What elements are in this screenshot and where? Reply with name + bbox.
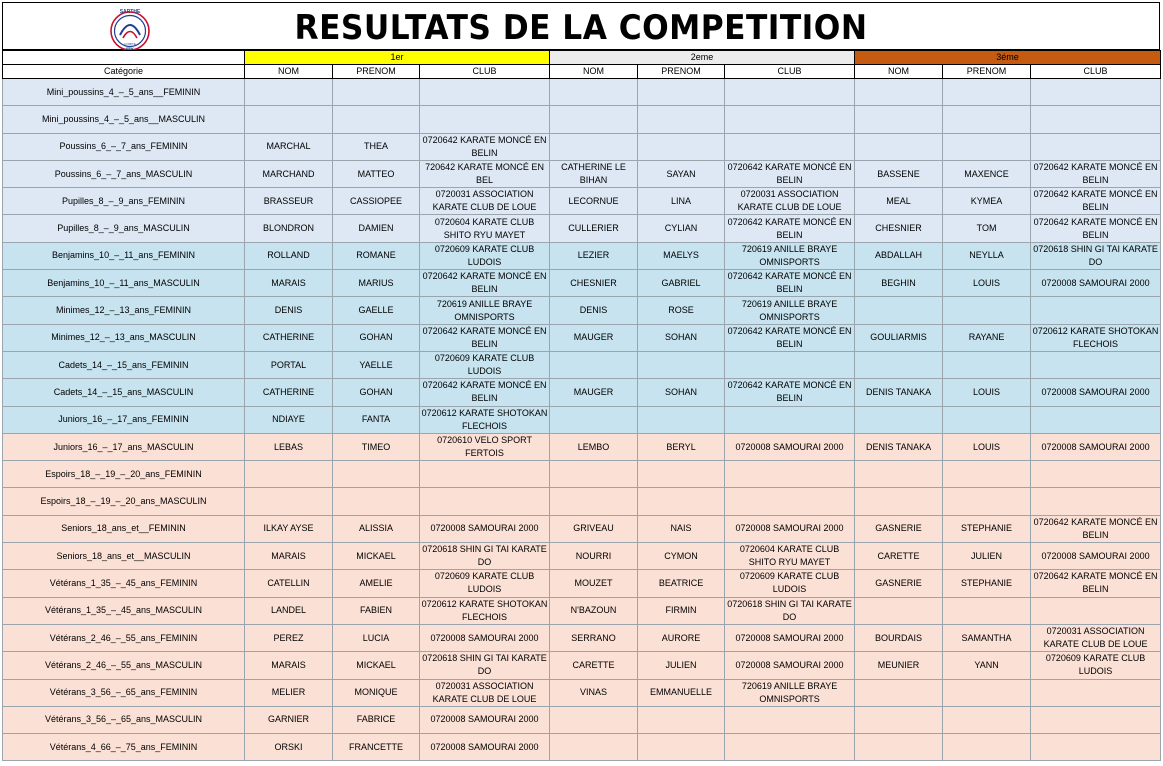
p1-club-cell: 0720609 KARATE CLUB LUDOIS	[420, 242, 550, 269]
category-cell: Vétérans_1_35_–_45_ans_FEMININ	[3, 570, 245, 597]
column-header-nom: NOM	[855, 65, 943, 79]
p1-club-cell: 0720609 KARATE CLUB LUDOIS	[420, 351, 550, 378]
p1-club-cell	[420, 461, 550, 488]
p2-nom-cell	[550, 734, 638, 761]
p2-prenom-cell: GABRIEL	[638, 270, 725, 297]
p2-club-cell: 0720008 SAMOURAI 2000	[725, 433, 855, 460]
p2-club-cell: 0720008 SAMOURAI 2000	[725, 515, 855, 542]
p1-nom-cell	[245, 106, 333, 133]
p1-nom-cell	[245, 461, 333, 488]
p1-club-cell: 0720008 SAMOURAI 2000	[420, 734, 550, 761]
p1-nom-cell: PORTAL	[245, 351, 333, 378]
p3-prenom-cell: SAMANTHA	[943, 624, 1031, 651]
p3-nom-cell	[855, 351, 943, 378]
p2-prenom-cell: AURORE	[638, 624, 725, 651]
p1-nom-cell: GARNIER	[245, 706, 333, 733]
p2-club-cell: 0720642 KARATE MONCÉ EN BELIN	[725, 324, 855, 351]
p3-prenom-cell: LOUIS	[943, 379, 1031, 406]
p3-nom-cell: MEUNIER	[855, 652, 943, 679]
p1-nom-cell: BLONDRON	[245, 215, 333, 242]
p2-nom-cell: MOUZET	[550, 570, 638, 597]
category-cell: Minimes_12_–_13_ans_MASCULIN	[3, 324, 245, 351]
table-row	[3, 188, 1161, 215]
p2-club-cell: 720619 ANILLE BRAYE OMNISPORTS	[725, 679, 855, 706]
p1-club-cell: 0720618 SHIN GI TAI KARATE DO	[420, 543, 550, 570]
p1-prenom-cell: FABIEN	[333, 597, 420, 624]
p3-prenom-cell: MAXENCE	[943, 160, 1031, 187]
p2-club-cell	[725, 461, 855, 488]
p2-club-cell	[725, 133, 855, 160]
p3-nom-cell: GASNERIE	[855, 515, 943, 542]
p3-club-cell	[1031, 297, 1161, 324]
p2-nom-cell: CULLERIER	[550, 215, 638, 242]
p2-prenom-cell	[638, 406, 725, 433]
p3-club-cell	[1031, 706, 1161, 733]
table-row	[3, 242, 1161, 269]
p3-club-cell	[1031, 734, 1161, 761]
category-cell: Minimes_12_–_13_ans_FEMININ	[3, 297, 245, 324]
table-row	[3, 624, 1161, 651]
p1-nom-cell: ROLLAND	[245, 242, 333, 269]
column-header-prenom: PRENOM	[333, 65, 420, 79]
p1-nom-cell: MARAIS	[245, 543, 333, 570]
p1-prenom-cell	[333, 488, 420, 515]
p3-prenom-cell	[943, 79, 1031, 106]
p1-nom-cell: ORSKI	[245, 734, 333, 761]
p3-nom-cell: ABDALLAH	[855, 242, 943, 269]
column-header-nom: NOM	[550, 65, 638, 79]
p2-prenom-cell	[638, 706, 725, 733]
p2-nom-cell: LEZIER	[550, 242, 638, 269]
p3-club-cell: 0720609 KARATE CLUB LUDOIS	[1031, 652, 1161, 679]
category-cell: Cadets_14_–_15_ans_MASCULIN	[3, 379, 245, 406]
p3-prenom-cell: JULIEN	[943, 543, 1031, 570]
p2-nom-cell: MAUGER	[550, 379, 638, 406]
p3-club-cell: 0720642 KARATE MONCÉ EN BELIN	[1031, 188, 1161, 215]
p2-club-cell: 0720008 SAMOURAI 2000	[725, 652, 855, 679]
p1-club-cell: 720619 ANILLE BRAYE OMNISPORTS	[420, 297, 550, 324]
rank-first-header: 1er	[245, 51, 550, 65]
table-row	[3, 433, 1161, 460]
table-row	[3, 379, 1161, 406]
p1-nom-cell: MARCHAND	[245, 160, 333, 187]
p3-club-cell: 0720642 KARATE MONCÉ EN BELIN	[1031, 215, 1161, 242]
p2-prenom-cell	[638, 461, 725, 488]
p2-nom-cell: CARETTE	[550, 652, 638, 679]
p2-club-cell: 0720031 ASSOCIATION KARATE CLUB DE LOUE	[725, 188, 855, 215]
p3-club-cell	[1031, 79, 1161, 106]
p3-prenom-cell: LOUIS	[943, 270, 1031, 297]
p1-prenom-cell: ALISSIA	[333, 515, 420, 542]
p1-club-cell: 0720642 KARATE MONCÉ EN BELIN	[420, 324, 550, 351]
category-cell: Benjamins_10_–_11_ans_FEMININ	[3, 242, 245, 269]
p3-prenom-cell: STEPHANIE	[943, 570, 1031, 597]
p1-prenom-cell: THEA	[333, 133, 420, 160]
rank-third-header: 3éme	[855, 51, 1161, 65]
p2-nom-cell: N'BAZOUN	[550, 597, 638, 624]
p3-nom-cell	[855, 734, 943, 761]
p3-prenom-cell: STEPHANIE	[943, 515, 1031, 542]
p1-prenom-cell: AMELIE	[333, 570, 420, 597]
p2-nom-cell	[550, 461, 638, 488]
p2-club-cell	[725, 106, 855, 133]
rank-blank-cell	[3, 51, 245, 65]
p2-club-cell: 0720609 KARATE CLUB LUDOIS	[725, 570, 855, 597]
p1-club-cell: 0720642 KARATE MONCÉ EN BELIN	[420, 133, 550, 160]
p3-prenom-cell: LOUIS	[943, 433, 1031, 460]
p3-club-cell	[1031, 597, 1161, 624]
p3-prenom-cell	[943, 597, 1031, 624]
category-cell: Mini_poussins_4_–_5_ans__FEMININ	[3, 79, 245, 106]
category-cell: Vétérans_3_56_–_65_ans_MASCULIN	[3, 706, 245, 733]
p1-nom-cell: CATELLIN	[245, 570, 333, 597]
p1-club-cell: 0720612 KARATE SHOTOKAN FLECHOIS	[420, 597, 550, 624]
p3-nom-cell	[855, 461, 943, 488]
table-row	[3, 488, 1161, 515]
column-header-club: CLUB	[420, 65, 550, 79]
p3-nom-cell	[855, 597, 943, 624]
p1-club-cell: 0720008 SAMOURAI 2000	[420, 706, 550, 733]
svg-text:COMITE: COMITE	[124, 42, 136, 46]
p1-nom-cell: LEBAS	[245, 433, 333, 460]
p1-prenom-cell: MATTEO	[333, 160, 420, 187]
p1-club-cell: 0720642 KARATE MONCÉ EN BELIN	[420, 270, 550, 297]
table-row	[3, 543, 1161, 570]
p2-nom-cell: LEMBO	[550, 433, 638, 460]
svg-text:FFK: FFK	[126, 46, 134, 51]
p1-prenom-cell: FRANCETTE	[333, 734, 420, 761]
category-cell: Espoirs_18_–_19_–_20_ans_MASCULIN	[3, 488, 245, 515]
p1-nom-cell: LANDEL	[245, 597, 333, 624]
table-row	[3, 570, 1161, 597]
p2-prenom-cell: SOHAN	[638, 379, 725, 406]
p1-prenom-cell: FABRICE	[333, 706, 420, 733]
p3-club-cell: 0720031 ASSOCIATION KARATE CLUB DE LOUE	[1031, 624, 1161, 651]
p2-prenom-cell: SOHAN	[638, 324, 725, 351]
p2-nom-cell: DENIS	[550, 297, 638, 324]
p2-prenom-cell: EMMANUELLE	[638, 679, 725, 706]
category-cell: Poussins_6_–_7_ans_FEMININ	[3, 133, 245, 160]
p2-nom-cell: GRIVEAU	[550, 515, 638, 542]
p2-club-cell: 0720642 KARATE MONCÉ EN BELIN	[725, 160, 855, 187]
p1-prenom-cell	[333, 106, 420, 133]
category-cell: Vétérans_2_46_–_55_ans_FEMININ	[3, 624, 245, 651]
p3-club-cell	[1031, 679, 1161, 706]
p2-club-cell: 0720642 KARATE MONCÉ EN BELIN	[725, 270, 855, 297]
table-row	[3, 351, 1161, 378]
p1-prenom-cell: TIMEO	[333, 433, 420, 460]
p3-prenom-cell: KYMEA	[943, 188, 1031, 215]
p3-nom-cell: BEGHIN	[855, 270, 943, 297]
p2-prenom-cell: SAYAN	[638, 160, 725, 187]
results-body	[3, 79, 1161, 761]
p1-club-cell: 0720609 KARATE CLUB LUDOIS	[420, 570, 550, 597]
p2-prenom-cell: JULIEN	[638, 652, 725, 679]
p2-club-cell	[725, 734, 855, 761]
p3-prenom-cell: YANN	[943, 652, 1031, 679]
p1-nom-cell: NDIAYE	[245, 406, 333, 433]
p2-nom-cell: NOURRI	[550, 543, 638, 570]
table-row	[3, 270, 1161, 297]
p1-prenom-cell: DAMIEN	[333, 215, 420, 242]
p2-nom-cell	[550, 488, 638, 515]
p1-prenom-cell: GOHAN	[333, 324, 420, 351]
p2-nom-cell	[550, 706, 638, 733]
p2-club-cell: 720619 ANILLE BRAYE OMNISPORTS	[725, 297, 855, 324]
p3-club-cell: 0720008 SAMOURAI 2000	[1031, 379, 1161, 406]
table-row	[3, 133, 1161, 160]
p1-prenom-cell: GOHAN	[333, 379, 420, 406]
p2-nom-cell: LECORNUE	[550, 188, 638, 215]
p2-nom-cell: VINAS	[550, 679, 638, 706]
p3-prenom-cell	[943, 706, 1031, 733]
p3-club-cell	[1031, 488, 1161, 515]
category-cell: Poussins_6_–_7_ans_MASCULIN	[3, 160, 245, 187]
category-cell: Vétérans_3_56_–_65_ans_FEMININ	[3, 679, 245, 706]
p2-prenom-cell	[638, 106, 725, 133]
p1-nom-cell: MELIER	[245, 679, 333, 706]
p3-club-cell: 0720642 KARATE MONCÉ EN BELIN	[1031, 515, 1161, 542]
p2-club-cell: 0720604 KARATE CLUB SHITO RYU MAYET	[725, 543, 855, 570]
p2-prenom-cell: LINA	[638, 188, 725, 215]
p2-prenom-cell	[638, 488, 725, 515]
p1-club-cell	[420, 106, 550, 133]
p1-prenom-cell	[333, 461, 420, 488]
p3-prenom-cell	[943, 133, 1031, 160]
p3-prenom-cell	[943, 106, 1031, 133]
p1-prenom-cell: CASSIOPEE	[333, 188, 420, 215]
p1-nom-cell: CATHERINE	[245, 379, 333, 406]
table-row	[3, 406, 1161, 433]
p3-prenom-cell	[943, 351, 1031, 378]
table-row	[3, 215, 1161, 242]
p1-nom-cell: BRASSEUR	[245, 188, 333, 215]
p1-club-cell: 0720031 ASSOCIATION KARATE CLUB DE LOUE	[420, 188, 550, 215]
p3-nom-cell: DENIS TANAKA	[855, 433, 943, 460]
p3-club-cell	[1031, 461, 1161, 488]
p3-nom-cell	[855, 488, 943, 515]
p1-club-cell: 0720604 KARATE CLUB SHITO RYU MAYET	[420, 215, 550, 242]
p1-prenom-cell: LUCIA	[333, 624, 420, 651]
p1-prenom-cell: MARIUS	[333, 270, 420, 297]
category-cell: Juniors_16_–_17_ans_FEMININ	[3, 406, 245, 433]
p2-club-cell	[725, 706, 855, 733]
p2-prenom-cell: BERYL	[638, 433, 725, 460]
p2-prenom-cell	[638, 133, 725, 160]
column-header-club: CLUB	[725, 65, 855, 79]
table-row	[3, 515, 1161, 542]
p3-prenom-cell	[943, 734, 1031, 761]
p1-club-cell	[420, 79, 550, 106]
p3-club-cell: 0720612 KARATE SHOTOKAN FLECHOIS	[1031, 324, 1161, 351]
p3-prenom-cell: RAYANE	[943, 324, 1031, 351]
column-header-category: Catégorie	[3, 65, 245, 79]
p1-prenom-cell: GAELLE	[333, 297, 420, 324]
p1-prenom-cell	[333, 79, 420, 106]
p2-club-cell	[725, 406, 855, 433]
p2-nom-cell: CHESNIER	[550, 270, 638, 297]
p1-nom-cell: PEREZ	[245, 624, 333, 651]
p3-nom-cell: BASSENE	[855, 160, 943, 187]
p3-nom-cell	[855, 133, 943, 160]
column-header-club: CLUB	[1031, 65, 1161, 79]
p2-prenom-cell: CYLIAN	[638, 215, 725, 242]
p2-nom-cell: SERRANO	[550, 624, 638, 651]
category-cell: Pupilles_8_–_9_ans_FEMININ	[3, 188, 245, 215]
category-cell: Seniors_18_ans_et__FEMININ	[3, 515, 245, 542]
p2-prenom-cell	[638, 734, 725, 761]
p2-prenom-cell: NAIS	[638, 515, 725, 542]
p3-nom-cell: BOURDAIS	[855, 624, 943, 651]
p3-nom-cell	[855, 106, 943, 133]
p3-club-cell: 0720618 SHIN GI TAI KARATE DO	[1031, 242, 1161, 269]
p2-prenom-cell: ROSE	[638, 297, 725, 324]
p3-club-cell: 0720008 SAMOURAI 2000	[1031, 270, 1161, 297]
p1-club-cell: 0720612 KARATE SHOTOKAN FLECHOIS	[420, 406, 550, 433]
p1-nom-cell: DENIS	[245, 297, 333, 324]
table-row	[3, 597, 1161, 624]
p1-nom-cell: MARAIS	[245, 652, 333, 679]
p3-nom-cell: CARETTE	[855, 543, 943, 570]
table-row	[3, 160, 1161, 187]
p3-club-cell: 0720008 SAMOURAI 2000	[1031, 543, 1161, 570]
results-table	[2, 50, 1161, 761]
column-header-prenom: PRENOM	[638, 65, 725, 79]
p1-prenom-cell: MICKAEL	[333, 543, 420, 570]
category-cell: Juniors_16_–_17_ans_MASCULIN	[3, 433, 245, 460]
p3-nom-cell	[855, 706, 943, 733]
p1-club-cell: 0720618 SHIN GI TAI KARATE DO	[420, 652, 550, 679]
table-row	[3, 461, 1161, 488]
p1-club-cell: 0720610 VELO SPORT FERTOIS	[420, 433, 550, 460]
p1-club-cell: 0720642 KARATE MONCÉ EN BELIN	[420, 379, 550, 406]
p3-prenom-cell: TOM	[943, 215, 1031, 242]
category-cell: Seniors_18_ans_et__MASCULIN	[3, 543, 245, 570]
category-cell: Cadets_14_–_15_ans_FEMININ	[3, 351, 245, 378]
page-title: RESULTATS DE LA COMPETITION	[294, 8, 868, 48]
p2-prenom-cell: BEATRICE	[638, 570, 725, 597]
p3-nom-cell: DENIS TANAKA	[855, 379, 943, 406]
p2-club-cell	[725, 79, 855, 106]
p2-nom-cell	[550, 351, 638, 378]
category-cell: Vétérans_2_46_–_55_ans_MASCULIN	[3, 652, 245, 679]
p3-club-cell	[1031, 133, 1161, 160]
p1-club-cell: 0720008 SAMOURAI 2000	[420, 515, 550, 542]
category-cell: Benjamins_10_–_11_ans_MASCULIN	[3, 270, 245, 297]
p1-nom-cell: ILKAY AYSE	[245, 515, 333, 542]
p2-club-cell: 0720642 KARATE MONCÉ EN BELIN	[725, 215, 855, 242]
p1-prenom-cell: ROMANE	[333, 242, 420, 269]
p2-club-cell	[725, 351, 855, 378]
p3-nom-cell	[855, 297, 943, 324]
p2-nom-cell	[550, 79, 638, 106]
p3-prenom-cell	[943, 406, 1031, 433]
page-header	[2, 2, 1160, 50]
table-row	[3, 106, 1161, 133]
p3-prenom-cell	[943, 679, 1031, 706]
p2-nom-cell: MAUGER	[550, 324, 638, 351]
category-cell: Vétérans_4_66_–_75_ans_FEMININ	[3, 734, 245, 761]
category-cell: Espoirs_18_–_19_–_20_ans_FEMININ	[3, 461, 245, 488]
p3-club-cell	[1031, 351, 1161, 378]
column-header-row	[3, 65, 1161, 79]
p1-club-cell: 0720031 ASSOCIATION KARATE CLUB DE LOUE	[420, 679, 550, 706]
p2-club-cell: 0720642 KARATE MONCÉ EN BELIN	[725, 379, 855, 406]
p3-club-cell	[1031, 106, 1161, 133]
table-row	[3, 297, 1161, 324]
rank-second-header: 2eme	[550, 51, 855, 65]
p1-prenom-cell: YAELLE	[333, 351, 420, 378]
p3-nom-cell: GOULIARMIS	[855, 324, 943, 351]
p2-club-cell: 720619 ANILLE BRAYE OMNISPORTS	[725, 242, 855, 269]
p3-club-cell: 0720642 KARATE MONCÉ EN BELIN	[1031, 160, 1161, 187]
p2-club-cell	[725, 488, 855, 515]
p1-nom-cell: CATHERINE	[245, 324, 333, 351]
table-row	[3, 79, 1161, 106]
p1-prenom-cell: FANTA	[333, 406, 420, 433]
p1-prenom-cell: MONIQUE	[333, 679, 420, 706]
p3-prenom-cell	[943, 461, 1031, 488]
p2-prenom-cell	[638, 351, 725, 378]
p1-nom-cell: MARAIS	[245, 270, 333, 297]
svg-text:SARTHE: SARTHE	[119, 9, 141, 15]
table-row	[3, 324, 1161, 351]
p3-club-cell: 0720008 SAMOURAI 2000	[1031, 433, 1161, 460]
p2-nom-cell	[550, 406, 638, 433]
p3-nom-cell: CHESNIER	[855, 215, 943, 242]
category-cell: Vétérans_1_35_–_45_ans_MASCULIN	[3, 597, 245, 624]
table-row	[3, 734, 1161, 761]
p2-prenom-cell	[638, 79, 725, 106]
p1-prenom-cell: MICKAEL	[333, 652, 420, 679]
p2-nom-cell: CATHERINE LE BIHAN	[550, 160, 638, 187]
column-header-prenom: PRENOM	[943, 65, 1031, 79]
p1-club-cell: 0720008 SAMOURAI 2000	[420, 624, 550, 651]
p2-club-cell: 0720618 SHIN GI TAI KARATE DO	[725, 597, 855, 624]
p3-prenom-cell	[943, 297, 1031, 324]
p1-nom-cell: MARCHAL	[245, 133, 333, 160]
p2-nom-cell	[550, 133, 638, 160]
p1-club-cell	[420, 488, 550, 515]
p1-nom-cell	[245, 79, 333, 106]
p3-club-cell: 0720642 KARATE MONCÉ EN BELIN	[1031, 570, 1161, 597]
p3-prenom-cell	[943, 488, 1031, 515]
p1-nom-cell	[245, 488, 333, 515]
p2-prenom-cell: CYMON	[638, 543, 725, 570]
p3-nom-cell: GASNERIE	[855, 570, 943, 597]
category-cell: Mini_poussins_4_–_5_ans__MASCULIN	[3, 106, 245, 133]
p2-club-cell: 0720008 SAMOURAI 2000	[725, 624, 855, 651]
p2-nom-cell	[550, 106, 638, 133]
p2-prenom-cell: MAELYS	[638, 242, 725, 269]
p3-nom-cell	[855, 79, 943, 106]
table-row	[3, 652, 1161, 679]
p3-nom-cell: MEAL	[855, 188, 943, 215]
p3-club-cell	[1031, 406, 1161, 433]
category-cell: Pupilles_8_–_9_ans_MASCULIN	[3, 215, 245, 242]
table-row	[3, 679, 1161, 706]
p1-club-cell: 720642 KARATE MONCÉ EN BEL	[420, 160, 550, 187]
p3-nom-cell	[855, 679, 943, 706]
rank-header-row	[3, 51, 1161, 65]
p3-prenom-cell: NEYLLA	[943, 242, 1031, 269]
table-row	[3, 706, 1161, 733]
p3-nom-cell	[855, 406, 943, 433]
column-header-nom: NOM	[245, 65, 333, 79]
p2-prenom-cell: FIRMIN	[638, 597, 725, 624]
